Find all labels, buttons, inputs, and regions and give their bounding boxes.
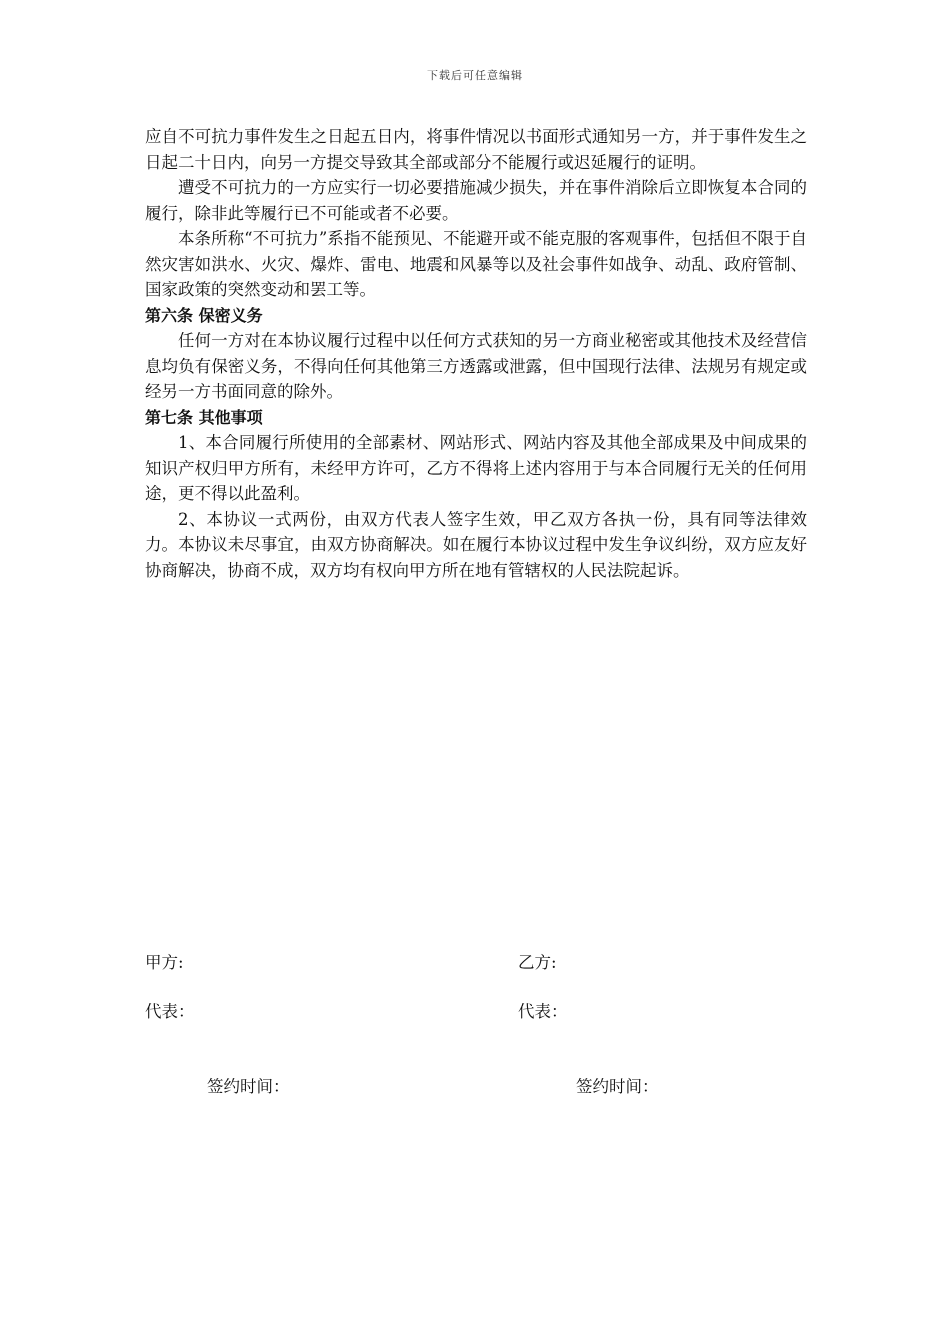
paragraph-force-majeure-notice: 应自不可抗力事件发生之日起五日内，将事件情况以书面形式通知另一方，并于事件发生之日起二十日内，向另一方提交导致其全部或部分不能履行或迟延履行的证明。 xyxy=(145,127,807,172)
signature-rep-b: 代表： xyxy=(518,1002,568,1021)
signature-party-b: 乙方: xyxy=(518,953,557,972)
signature-rep-a: 代表： xyxy=(145,1002,195,1021)
paragraph-copies-and-disputes: 2、本协议一式两份，由双方代表人签字生效，甲乙双方各执一份，具有同等法律效力。本协议未尽事宜，由双方协商解决。如在履行本协议过程中发生争议纠纷，双方应友好协商解决，协商不成，双方均有权向甲方所在地有管辖权的人民法院起诉。 xyxy=(145,509,807,580)
section-title-other-matters: 第七条 其他事项 xyxy=(145,407,263,427)
header-note: 下载后可任意编辑 xyxy=(427,69,523,82)
document-body xyxy=(145,124,807,583)
section-title-confidentiality: 第六条 保密义务 xyxy=(145,305,263,325)
paragraph-mitigation: 遭受不可抗力的一方应实行一切必要措施减少损失，并在事件消除后立即恢复本合同的履行，除非此等履行已不可能或者不必要。 xyxy=(145,178,807,223)
paragraph-confidentiality: 任何一方对在本协议履行过程中以任何方式获知的另一方商业秘密或其他技术及经营信息均负有保密义务，不得向任何其他第三方透露或泄露，但中国现行法律、法规另有规定或经另一方书面同意的除外。 xyxy=(145,331,807,401)
signature-party-a: 甲方: xyxy=(145,953,184,972)
signature-date-b: 签约时间： xyxy=(576,1077,659,1096)
paragraph-force-majeure-definition: 本条所称“不可抗力”系指不能预见、不能避开或不能克服的客观事件，包括但不限于自然灾害如洪水、火灾、爆炸、雷电、地震和风暴等以及社会事件如战争、动乱、政府管制、国家政策的突然变动和罢工等。 xyxy=(145,229,807,299)
paragraph-intellectual-property: 1、本合同履行所使用的全部素材、网站形式、网站内容及其他全部成果及中间成果的知识产权归甲方所有，未经甲方许可，乙方不得将上述内容用于与本合同履行无关的任何用途，更不得以此盈利。 xyxy=(145,433,807,503)
signature-date-a: 签约时间： xyxy=(207,1077,290,1096)
